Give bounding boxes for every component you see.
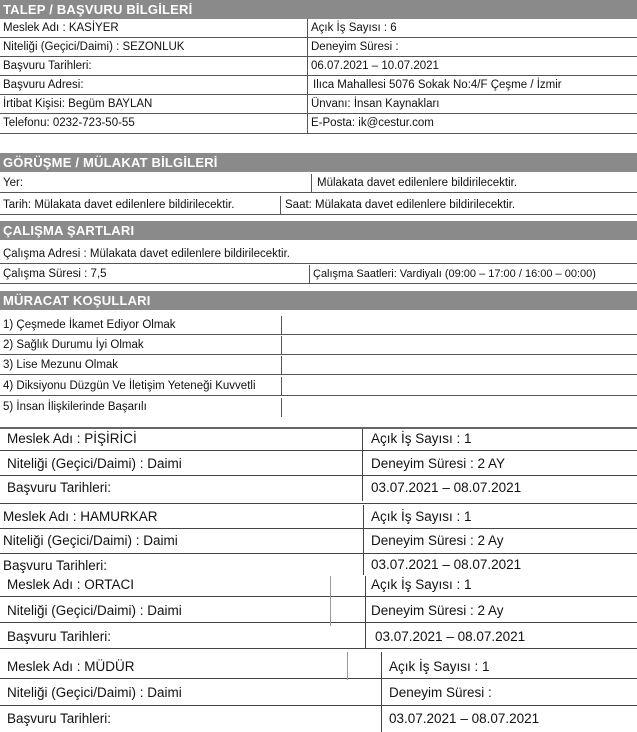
e-posta: E-Posta: ik@cestur.com — [311, 117, 434, 129]
kosul-text: 1) Çeşmede İkamet Ediyor Olmak — [3, 319, 176, 331]
acik-is-sayisi: Açık İş Sayısı : 6 — [311, 22, 397, 34]
unvani: Ünvanı: İnsan Kaynakları — [311, 98, 440, 110]
divider — [362, 429, 363, 501]
row-tarih-saat — [0, 196, 637, 215]
kosul-2 — [0, 336, 637, 355]
meslek-adi: Meslek Adı : KASİYER — [3, 22, 119, 34]
divider — [0, 678, 637, 679]
basvuru-tarihleri-label: Başvuru Tarihleri: — [3, 60, 92, 72]
basvuru-adresi-value: Ilıca Mahallesi 5076 Sokak No:4/F Çeşme / İzmir — [313, 79, 562, 91]
yer-label: Yer: — [3, 177, 24, 189]
acik-is-sayisi: Açık İş Sayısı : 1 — [371, 509, 472, 524]
mulakat-tarih: Tarih: Mülakata davet edilenlere bildirilecektir. — [3, 199, 235, 211]
niteligi: Niteliği (Geçici/Daimi) : Daimi — [3, 533, 178, 548]
mulakat-saat: Saat: Mülakata davet edilenlere bildirilecektir. — [285, 199, 516, 211]
divider — [381, 652, 382, 732]
basvuru-tarihleri-value: 06.07.2021 – 10.07.2021 — [311, 60, 439, 72]
acik-is-sayisi: Açık İş Sayısı : 1 — [371, 431, 472, 446]
irtibat-kisisi: İrtibat Kişisi: Begüm BAYLAN — [3, 98, 153, 110]
divider — [365, 576, 366, 648]
divider — [0, 622, 637, 623]
basvuru-tarihleri-label: Başvuru Tarihleri: — [3, 558, 108, 573]
basvuru-tarihleri-label: Başvuru Tarihleri: — [7, 480, 112, 495]
kosul-4 — [0, 377, 637, 396]
row-yer — [0, 174, 637, 193]
divider — [0, 503, 637, 504]
basvuru-tarihleri-value: 03.07.2021 – 08.07.2021 — [375, 629, 526, 644]
header-calisma: ÇALIŞMA ŞARTLARI — [0, 221, 637, 240]
niteligi: Niteliği (Geçici/Daimi) : SEZONLUK — [3, 41, 185, 53]
acik-is-sayisi: Açık İş Sayısı : 1 — [389, 659, 490, 674]
kosul-1 — [0, 316, 637, 335]
basvuru-adresi-label: Başvuru Adresi: — [3, 79, 84, 91]
header-muracat: MÜRACAT KOŞULLARI — [0, 291, 637, 310]
kosul-text: 2) Sağlık Durumu İyi Olmak — [3, 339, 144, 351]
deneyim-suresi: Deneyim Süresi : — [389, 685, 492, 700]
kosul-text: 3) Lise Mezunu Olmak — [3, 359, 119, 371]
deneyim-suresi: Deneyim Süresi : 2 AY — [371, 456, 506, 471]
row-calisma-adresi — [0, 245, 637, 264]
calisma-suresi: Çalışma Süresi : 7,5 — [3, 268, 107, 280]
divider — [0, 528, 637, 529]
deneyim-suresi: Deneyim Süresi : — [311, 41, 399, 53]
basvuru-tarihleri-value: 03.07.2021 – 08.07.2021 — [371, 557, 522, 572]
kosul-5 — [0, 398, 637, 417]
divider — [0, 475, 637, 476]
basvuru-tarihleri-value: 03.07.2021 – 08.07.2021 — [371, 480, 522, 495]
deneyim-suresi: Deneyim Süresi : 2 Ay — [371, 533, 504, 548]
meslek-adi: Meslek Adı : MÜDÜR — [7, 659, 135, 674]
kosul-text: 4) Diksiyonu Düzgün Ve İletişim Yeteneği Kuvvetli — [3, 380, 256, 392]
calisma-adresi: Çalışma Adresi : Mülakata davet edilenlere bildirilecektir. — [3, 248, 290, 260]
divider — [363, 505, 364, 575]
calisma-saatleri: Çalışma Saatleri: Vardiyalı (09:00 – 17:00 / 16:00 – 00:00) — [313, 268, 596, 280]
yer-value: Mülakata davet edilenlere bildirilecektir. — [317, 177, 518, 189]
niteligi: Niteliği (Geçici/Daimi) : Daimi — [7, 685, 182, 700]
row-nitelik — [0, 38, 637, 57]
divider — [0, 596, 637, 597]
row-calisma-suresi — [0, 265, 637, 284]
divider — [0, 553, 637, 554]
meslek-adi: Meslek Adı : HAMURKAR — [3, 509, 158, 524]
header-gorusme: GÖRÜŞME / MÜLAKAT BİLGİLERİ — [0, 153, 637, 172]
kosul-text: 5) İnsan İlişkilerinde Başarılı — [3, 401, 147, 413]
meslek-adi: Meslek Adı : ORTACI — [7, 577, 135, 592]
row-basvuru-adresi — [0, 76, 637, 95]
basvuru-tarihleri-value: 03.07.2021 – 08.07.2021 — [389, 711, 540, 726]
divider — [0, 705, 637, 706]
header-talep: TALEP / BAŞVURU BİLGİLERİ — [0, 0, 637, 19]
row-telefon — [0, 114, 637, 134]
niteligi: Niteliği (Geçici/Daimi) : Daimi — [7, 603, 182, 618]
divider — [330, 576, 331, 626]
niteligi: Niteliği (Geçici/Daimi) : Daimi — [7, 456, 182, 471]
row-meslek — [0, 19, 637, 38]
deneyim-suresi: Deneyim Süresi : 2 Ay — [371, 603, 504, 618]
meslek-adi: Meslek Adı : PİŞİRİCİ — [7, 431, 137, 446]
kosul-3 — [0, 356, 637, 375]
divider — [347, 652, 348, 680]
acik-is-sayisi: Açık İş Sayısı : 1 — [371, 577, 472, 592]
row-irtibat — [0, 95, 637, 114]
basvuru-tarihleri-label: Başvuru Tarihleri: — [7, 629, 112, 644]
telefonu: Telefonu: 0232-723-50-55 — [3, 117, 135, 129]
row-basvuru-tarihleri — [0, 57, 637, 76]
divider — [0, 427, 637, 429]
divider — [0, 450, 637, 451]
divider — [0, 648, 637, 649]
basvuru-tarihleri-label: Başvuru Tarihleri: — [7, 711, 112, 726]
